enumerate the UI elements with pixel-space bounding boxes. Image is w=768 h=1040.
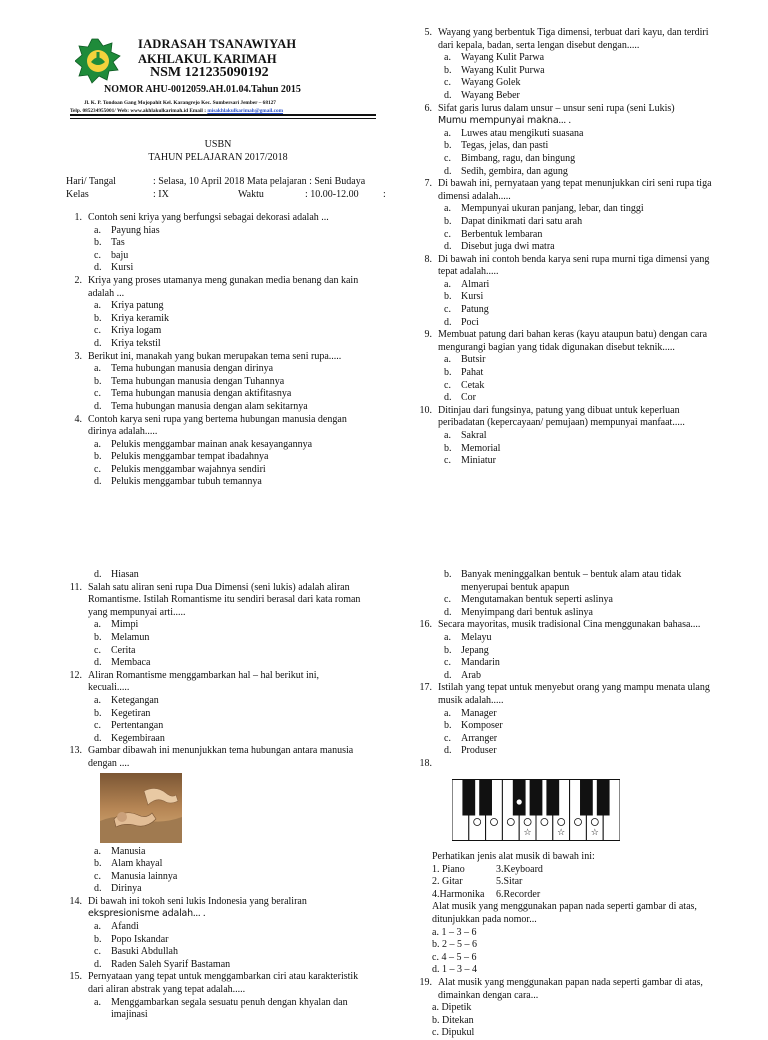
question-11: 11. Salah satu aliran seni rupa Dua Dimensi (seni lukis) adalah aliran Romantisme. Istilah Romantisme itu sendiri berasal dari kata roman yang mempunyai arti.....	[69, 581, 361, 618]
kelas-value: : IX	[153, 189, 169, 200]
column-bottom-right	[412, 569, 718, 1040]
answer-option: a. Manusia	[94, 845, 146, 857]
answer-option: c. Bimbang, ragu, dan bingung	[444, 152, 576, 164]
answer-option: d. Poci	[444, 316, 479, 328]
question-6: 6. Sifat garis lurus dalam unsur – unsur seni rupa (seni Lukis) Mumu mempunyai makna... .	[424, 102, 675, 127]
q18-option-a: a. 1 – 3 – 6	[432, 926, 477, 938]
note-circle	[516, 799, 522, 805]
q18-option-b: b. 2 – 5 – 6	[432, 939, 477, 951]
answer-option: c. Miniatur	[444, 455, 496, 467]
star-icon: ☆	[523, 827, 532, 838]
answer-option: a. Luwes atau mengikuti suasana	[444, 127, 584, 139]
answer-option: b. Banyak meninggalkan bentuk – bentuk alam atau tidak menyerupai bentuk apapun	[444, 569, 682, 593]
answer-option: a. Melayu	[444, 631, 492, 643]
answer-option: b. Memorial	[444, 442, 501, 454]
question-text: Sifat garis lurus dalam unsur – unsur seni rupa (seni Lukis)	[438, 102, 675, 114]
waktu-label: Waktu	[238, 189, 264, 200]
answer-option: a. Mempunyai ukuran panjang, lebar, dan tinggi	[444, 203, 644, 215]
answer-option: d. Sedih, gembira, dan agung	[444, 165, 568, 177]
answer-option: d. Disebut juga dwi matra	[444, 241, 555, 253]
answer-option: b. Alam khayal	[94, 858, 163, 870]
note-circle	[591, 818, 598, 825]
answer-option: d. Produser	[444, 745, 497, 757]
q18-option-c: c. 4 – 5 – 6	[432, 951, 477, 963]
black-key	[580, 779, 593, 815]
waktu-value: : 10.00-12.00	[305, 189, 359, 200]
piano-keyboard-image	[452, 779, 718, 846]
answer-option: c. Cetak	[444, 379, 485, 391]
answer-option: d. Kegembiraan	[94, 732, 165, 744]
school-name-line1: IADRASAH TSANAWIYAH	[138, 37, 297, 51]
handwritten-text: ekspresionisme adalah	[88, 908, 193, 920]
hari-value: : Selasa, 10 April 2018 Mata pelajaran : Seni Budaya	[153, 176, 366, 187]
question-text: Kriya yang proses utamanya meng gunakan media benang dan kain adalah ...	[88, 274, 359, 299]
header-divider-thin	[70, 118, 376, 119]
note-circle	[541, 818, 548, 825]
handwritten-text: Mumu mempunyai makna	[438, 115, 559, 127]
question-9: 9. Membuat patung dari bahan keras (kayu ataupun batu) dengan cara mengurangi bagian yang tidak digunakan disebut teknik.....	[424, 329, 708, 353]
answer-option: b. Kursi	[444, 291, 484, 303]
question-text: Contoh karya seni rupa yang bertema hubungan manusia dengan dirinya adalah.....	[88, 413, 347, 438]
answer-option: a. Mimpi	[94, 619, 139, 631]
waktu-trail: :	[383, 189, 386, 200]
answer-option: b. Dapat dinikmati dari satu arah	[444, 215, 583, 227]
school-nsm: NSM 121235090192	[150, 65, 269, 80]
question-10: 10. Ditinjau dari fungsinya, patung yang dibuat untuk keperluan peribadatan (kepercayaan/ pemujaan) mempunyai manfaat.....	[419, 404, 685, 429]
answer-option: d. Pelukis menggambar tubuh temannya	[94, 476, 262, 488]
answer-option: a. Pelukis menggambar mainan anak kesayangannya	[94, 438, 313, 450]
note-circle	[474, 818, 481, 825]
answer-option: c. Manusia lainnya	[94, 870, 178, 882]
answer-option: d. Raden Saleh Syarif Bastaman	[94, 958, 231, 970]
answer-option: c. Tema hubungan manusia dengan aktifitasnya	[94, 388, 292, 400]
column-bottom-left	[62, 569, 362, 1022]
question-text: Membuat patung dari bahan keras (kayu ataupun batu) dengan cara mengurangi bagian yang tidak digunakan disebut teknik.....	[438, 329, 708, 353]
answer-option: b. Jepang	[444, 644, 489, 656]
answer-option: d. Kursi	[94, 262, 134, 274]
question-text: Salah satu aliran seni rupa Dua Dimensi (seni lukis) adalah aliran Romantisme. Istilah Romantisme itu sendiri berasal dari kata roman yang mempunyai arti.....	[88, 581, 361, 618]
options-list	[94, 921, 362, 971]
q18-option-d: d. 1 – 3 – 4	[432, 964, 477, 976]
question-1: 1. Contoh seni kriya yang berfungsi sebagai dekorasi adalah ...	[74, 212, 329, 223]
column-top-left	[62, 212, 362, 489]
answer-option: a. Kriya patung	[94, 300, 164, 312]
question-4: 4. Contoh karya seni rupa yang bertema hubungan manusia dengan dirinya adalah.....	[74, 413, 347, 438]
answer-option: a. Ketegangan	[94, 694, 159, 706]
q19-option-b: b. Ditekan	[432, 1014, 474, 1026]
options-list	[444, 632, 718, 682]
answer-option: b. Melamun	[94, 631, 150, 643]
answer-option: a. Afandi	[94, 921, 139, 933]
answer-option: c. Mandarin	[444, 657, 500, 669]
answer-option: d. Kriya tekstil	[94, 337, 161, 349]
answer-option: c. Berbentuk lembaran	[444, 228, 543, 240]
question-7: 7. Di bawah ini, pernyataan yang tepat menunjukkan ciri seni rupa tiga dimensi adalah.....	[424, 178, 712, 202]
question-text: Wayang yang berbentuk Tiga dimensi, terbuat dari kayu, dan terdiri dari kepala, badan, serta lengan disebut dengan.....	[438, 27, 709, 51]
q19-option-c: c. Dipukul	[432, 1027, 475, 1039]
answer-option: d. Menyimpang dari bentuk aslinya	[444, 606, 593, 618]
answer-option: a. Sakral	[444, 430, 487, 441]
answer-option: b. Pahat	[444, 367, 484, 379]
answer-option: a. Butsir	[444, 354, 486, 366]
answer-option: d. Cor	[444, 392, 476, 404]
answer-option: a. Tema hubungan manusia dengan dirinya	[94, 363, 274, 375]
question-text: Secara mayoritas, musik tradisional Cina menggunakan bahasa....	[438, 619, 701, 631]
options-list	[94, 695, 362, 745]
question-text: Contoh seni kriya yang berfungsi sebagai dekorasi adalah ...	[88, 212, 329, 223]
question-text: Gambar dibawah ini menunjukkan tema hubungan antara manusia dengan ....	[88, 745, 354, 769]
options-list	[94, 439, 362, 489]
answer-option: b. Tema hubungan manusia dengan Tuhannya	[94, 375, 285, 387]
answer-option: c. Cerita	[94, 644, 136, 656]
header-divider	[70, 114, 376, 116]
column-top-right	[412, 27, 718, 468]
question-13: 13. Gambar dibawah ini menunjukkan tema hubungan antara manusia dengan ....	[69, 745, 354, 769]
answer-option: c. Wayang Golek	[444, 77, 521, 89]
options-list	[444, 203, 718, 253]
options-list	[444, 279, 718, 329]
black-key	[530, 779, 543, 815]
question-text: Aliran Romantisme menggambarkan hal – hal berikut ini, kecuali.....	[88, 669, 320, 694]
answer-option: b. Tegas, jelas, dan pasti	[444, 140, 549, 152]
answer-option: a. Wayang Kulit Parwa	[444, 52, 545, 64]
question-3: 3. Berikut ini, manakah yang bukan merupakan tema seni rupa.....	[74, 350, 342, 362]
question-text: Di bawah ini tokoh seni lukis Indonesia yang beraliran	[88, 895, 307, 907]
note-circle	[507, 818, 514, 825]
question-12: 12. Aliran Romantisme menggambarkan hal – hal berikut ini, kecuali.....	[69, 669, 320, 694]
answer-option: c. Mengutamakan bentuk seperti aslinya	[444, 594, 613, 606]
answer-option: a. Menggambarkan segala sesuatu penuh dengan khyalan dan imajinasi	[94, 996, 348, 1021]
answer-option: d. Membaca	[94, 657, 151, 669]
answer-option: c. Arranger	[444, 732, 498, 744]
options-list	[94, 619, 362, 669]
question-text: Ditinjau dari fungsinya, patung yang dibuat untuk keperluan peribadatan (kepercayaan/ pemujaan) mempunyai manfaat.....	[438, 404, 685, 429]
question-8: 8. Di bawah ini contoh benda karya seni rupa murni tiga dimensi yang tepat adalah.....	[424, 253, 710, 278]
question-text: Pernyataan yang tepat untuk menggambarkan ciri atau karakteristik dari aliran abstrak yang tepat adalah.....	[88, 971, 359, 996]
options-list	[444, 569, 718, 619]
options-list	[94, 846, 362, 896]
question-18: 18.	[419, 757, 432, 769]
school-nomor: NOMOR AHU-0012059.AH.01.04.Tahun 2015	[104, 84, 301, 95]
answer-option: c. Pelukis menggambar wajahnya sendiri	[94, 463, 266, 475]
note-circle	[558, 818, 565, 825]
answer-option: d. Hiasan	[94, 569, 139, 580]
answer-option: c. baju	[94, 249, 129, 261]
options-list	[94, 363, 362, 413]
note-circle	[491, 818, 498, 825]
options-list	[94, 300, 362, 350]
hari-label: Hari/ Tangal	[66, 176, 116, 187]
star-icon: ☆	[590, 827, 599, 838]
answer-option: d. Arab	[444, 669, 481, 681]
options-list	[444, 708, 718, 758]
answer-option: b. Wayang Kulit Purwa	[444, 64, 545, 76]
school-address: Jl. K. P. Tondoan Gang Mojopahit Kel. Karangrejo Kec. Sumbersari Jember – 68127	[84, 100, 276, 106]
exam-title: USBN TAHUN PELAJARAN 2017/2018	[148, 139, 288, 163]
question-18-body: Perhatikan jenis alat musik di bawah ini: 1. Piano 3.Keyboard 2. Gitar 5.Sitar 4.Harmonika 6.Recorder Alat musik yang menggunakan papan nada seperti gambar di atas, ditunjukkan pada nomor... a. 1 – 3 – 6 b. 2 – 5 – 6 c. 4 – 5 – 6 d. 1 – 3 – 4	[432, 851, 718, 977]
star-icon: ☆	[557, 827, 566, 838]
options-list	[444, 430, 718, 468]
school-name-line2: AKHLAKUL KARIMAH	[138, 52, 277, 66]
kelas-label: Kelas	[66, 189, 89, 200]
answer-option: b. Popo Iskandar	[94, 933, 169, 945]
answer-option: c. Patung	[444, 304, 489, 316]
answer-option: c. Pertentangan	[94, 720, 164, 732]
answer-option: a. Almari	[444, 278, 490, 290]
question-16: 16. Secara mayoritas, musik tradisional Cina menggunakan bahasa....	[419, 619, 701, 631]
options-list	[94, 569, 362, 582]
answer-option: a. Payung hias	[94, 224, 160, 236]
question-text: Di bawah ini, pernyataan yang tepat menunjukkan ciri seni rupa tiga dimensi adalah.....	[438, 178, 712, 202]
options-list	[94, 225, 362, 275]
question-text: Istilah yang tepat untuk menyebut orang yang mampu menata ulang musik adalah.....	[438, 682, 710, 706]
piano-keys-icon	[452, 779, 620, 841]
question-15: 15. Pernyataan yang tepat untuk menggambarkan ciri atau karakteristik dari aliran abstrak yang tepat adalah.....	[69, 971, 359, 996]
options-list	[444, 128, 718, 178]
note-circle	[524, 818, 531, 825]
options-list	[444, 52, 718, 102]
black-key	[479, 779, 492, 815]
exam-info	[66, 175, 396, 201]
answer-option: b. Kriya keramik	[94, 312, 170, 324]
answer-option: c. Kriya logam	[94, 325, 162, 337]
answer-option: a. Manager	[444, 707, 497, 719]
answer-option: b. Kegetiran	[94, 707, 151, 719]
question-17: 17. Istilah yang tepat untuk menyebut orang yang mampu menata ulang musik adalah.....	[419, 682, 710, 706]
answer-option: d. Wayang Beber	[444, 89, 520, 101]
question-19: 19. Alat musik yang menggunakan papan nada seperti gambar di atas, dimainkan dengan cara...	[419, 977, 703, 1001]
school-email-link[interactable]: misakhlakulkarimah@gmail.com	[207, 108, 284, 114]
q19-option-a: a. Dipetik	[432, 1002, 472, 1014]
options-list	[94, 997, 362, 1022]
black-key	[513, 779, 526, 815]
note-circle	[575, 818, 582, 825]
question-text: Berikut ini, manakah yang bukan merupakan tema seni rupa.....	[88, 350, 342, 362]
question-5: 5. Wayang yang berbentuk Tiga dimensi, terbuat dari kayu, dan terdiri dari kepala, badan, serta lengan disebut dengan.....	[424, 27, 709, 51]
painting-image	[100, 773, 182, 843]
black-key	[462, 779, 475, 815]
answer-option: c. Basuki Abdullah	[94, 946, 178, 958]
answer-option: b. Komposer	[444, 720, 503, 732]
school-contact: Telp. 085234955001/ Web: www.akhlakulkarimah.id Email : misakhlakulkarimah@gmail.com	[70, 108, 284, 114]
question-2: 2. Kriya yang proses utamanya meng gunakan media benang dan kain adalah ...	[74, 274, 359, 299]
romanticism-painting	[100, 773, 182, 843]
black-key	[546, 779, 559, 815]
options-list	[444, 354, 718, 404]
answer-option: b. Tas	[94, 237, 125, 249]
question-14: 14. Di bawah ini tokoh seni lukis Indonesia yang beraliran ekspresionisme adalah... .	[69, 895, 307, 920]
answer-option: b. Pelukis menggambar tempat ibadahnya	[94, 451, 269, 463]
answer-option: d. Dirinya	[94, 883, 142, 895]
question-text: Di bawah ini contoh benda karya seni rupa murni tiga dimensi yang tepat adalah.....	[438, 253, 710, 278]
madrasah-logo-icon	[75, 38, 121, 84]
answer-option: d. Tema hubungan manusia dengan alam sekitarnya	[94, 400, 308, 412]
black-key	[597, 779, 610, 815]
